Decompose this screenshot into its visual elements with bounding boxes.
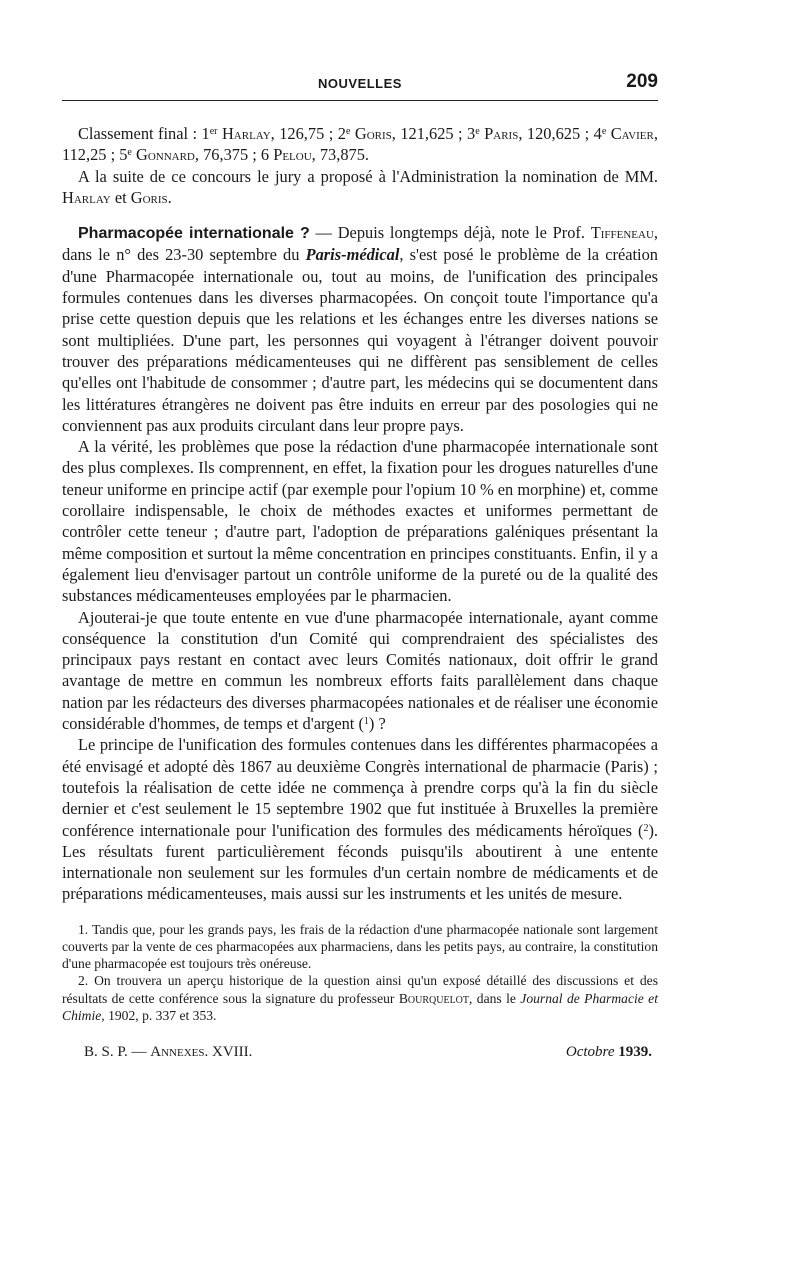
person-name: Cavier (610, 124, 654, 143)
footnotes (62, 921, 658, 1024)
text-run: Ajouterai-je que toute entente en vue d'une pharmacopée internationale, ayant comme conséquence la constitution d'un Comité qui comprendraient des spécialistes des principaux pays restant en contact avec leurs Comités nationaux, doit offrir le grand avantage de mettre en commun les nombreux efforts faits parallèlement dans chaque nation par les rédacteurs des diverses pharmacopées nationales et de réaliser une économie considérable d'hommes, de temps et d'argent ( (62, 607, 658, 734)
paragraph-pharmacopee-intro (62, 222, 658, 436)
ordinal-suffix: e (345, 126, 351, 137)
text-run: , 120,625 ; 4 (518, 124, 602, 143)
article-body (62, 123, 658, 905)
page-number: 209 (626, 71, 658, 92)
person-name: Tiffeneau (590, 223, 654, 243)
paragraph-nomination (62, 166, 658, 209)
date-month: Octobre (565, 1043, 615, 1060)
text-run: , 121,625 ; 3 (391, 124, 476, 143)
text-run: Classement final : 1 (78, 124, 210, 143)
text-run: B. S. P. — (84, 1043, 151, 1060)
person-name: Harlay (62, 187, 111, 207)
text-run: , dans le (469, 990, 521, 1006)
paragraph-committee (62, 607, 658, 735)
text-run: ). Les résultats furent particulièrement féconds puisqu'ils aboutirent à une entente internationale non seulement sur les formules d'un certain nombre de médicaments et de préparations médicamenteuses, mais aussi sur les instruments et les unités de mesure. (62, 820, 658, 904)
ordinal-suffix: er (209, 126, 218, 137)
text-run: Le principe de l'unification des formules contenues dans les différentes pharmacopées a été envisagé et adopté dès 1867 au deuxième Congrès international de pharmacie (Paris) ; toutefois la réalisation de cette idée ne commença à prendre corps qu'à la fin du siècle dernier et c'est seulement le 15 septembre 1902 que fut instituée à Bruxelles la première conférence internationale pour l'unification des formules des médicaments héroïques ( (62, 735, 658, 840)
paragraph-ranking (62, 123, 658, 166)
person-name: Paris (484, 124, 519, 143)
ordinal-suffix: e (475, 126, 480, 137)
person-name: Harlay (221, 124, 271, 143)
text-run: ) ? (368, 714, 386, 734)
text-run: . XVIII. (204, 1043, 253, 1060)
text-run: , 76,375 ; 6 (194, 145, 274, 165)
footnote-ref[interactable]: 2 (643, 822, 649, 834)
person-name: Gonnard (135, 145, 195, 165)
journal-title: Journal de Pharmacie et Chimie (62, 990, 658, 1023)
text-run: , s'est posé le problème de la création d'une Pharmacopée internationale ou, tout au moins, de l'unification des principales formules contenues dans les diverses pharmacopées. On conçoit toute l'importance qu'a prise cette question depuis que les relations et les échanges entre les diverses nations se sont multipliées. D'une part, les personnes qui voyagent à l'étranger doivent pouvoir trouver des préparations médicamenteuses qui ne diffèrent pas sensiblement de celles qu'elles ont l'habitude de consommer ; d'autre part, les médecins qui se documentent dans les littératures étrangères ne doivent pas être induits en erreur par des posologies qui ne conviennent pas aux produits circulant dans leur propre pays. (62, 245, 658, 435)
text-run: . (167, 187, 172, 207)
text-run: , dans le n° des 23-30 septembre du (62, 223, 658, 265)
footnote-1: 1. Tandis que, pour les grands pays, les frais de la rédaction d'une pharmacopée nationale sont largement couverts par la vente de ces pharmacopées aux pharmaciens, dans les petits pays, au contraire, la constitution d'une pharmacopée est toujours très onéreuse. (62, 921, 658, 972)
person-name: Goris (130, 187, 168, 207)
text-run: A la suite de ce concours le jury a proposé à l'Administration la nomination de MM. (78, 166, 658, 186)
page-header (62, 70, 658, 101)
ordinal-suffix: e (601, 126, 607, 137)
paragraph-problems: A la vérité, les problèmes que pose la rédaction d'une pharmacopée internationale sont des plus complexes. Ils comprennent, en effet, la fixation pour les drogues naturelles d'une teneur uniforme en principe actif (par exemple pour l'opium 10 % en morphine) et, comme corollaire indispensable, le choix de méthodes exactes et uniformes permettant de contrôler cette teneur ; d'autre part, l'adoption de préparations galéniques présentant la même composition et surtout la même concentration en principes constituants. Enfin, il y a également lieu d'envisager partout un contrôle uniforme de la pureté ou de la qualité des substances médicamenteuses employées par le pharmacien. (62, 437, 658, 606)
section-heading: Pharmacopée internationale ? (78, 225, 310, 243)
paragraph-history (62, 734, 658, 904)
text-run: , 112,25 ; 5 (62, 124, 658, 165)
text-run: , 1902, p. 337 et 353. (101, 1007, 217, 1023)
text-run: , 126,75 ; 2 (270, 124, 346, 143)
text-run: 2. On trouvera un aperçu historique de la question ainsi qu'un exposé détaillé des discussions et des résultats de cette conférence sous la signature du professeur (62, 973, 658, 1006)
person-name: Goris (354, 124, 392, 143)
footnote-ref[interactable]: 1 (363, 716, 369, 728)
ordinal-suffix: e (127, 147, 132, 159)
person-name: Bourquelot (398, 990, 470, 1006)
page (62, 70, 658, 1066)
imprint (84, 1044, 252, 1061)
journal-title: Paris-médical (305, 245, 400, 265)
footnote-2 (62, 972, 658, 1024)
text-run: Annexes (150, 1043, 205, 1060)
running-head: NOUVELLES (318, 76, 402, 91)
text-run: et (110, 187, 131, 207)
text-run: — Depuis longtemps déjà, note le Prof. (309, 223, 591, 243)
text-run: , 73,875. (311, 145, 370, 165)
date-year: 1939. (618, 1043, 652, 1060)
page-footer (62, 1044, 658, 1066)
person-name: Pelou (273, 145, 312, 165)
issue-date (566, 1044, 652, 1061)
